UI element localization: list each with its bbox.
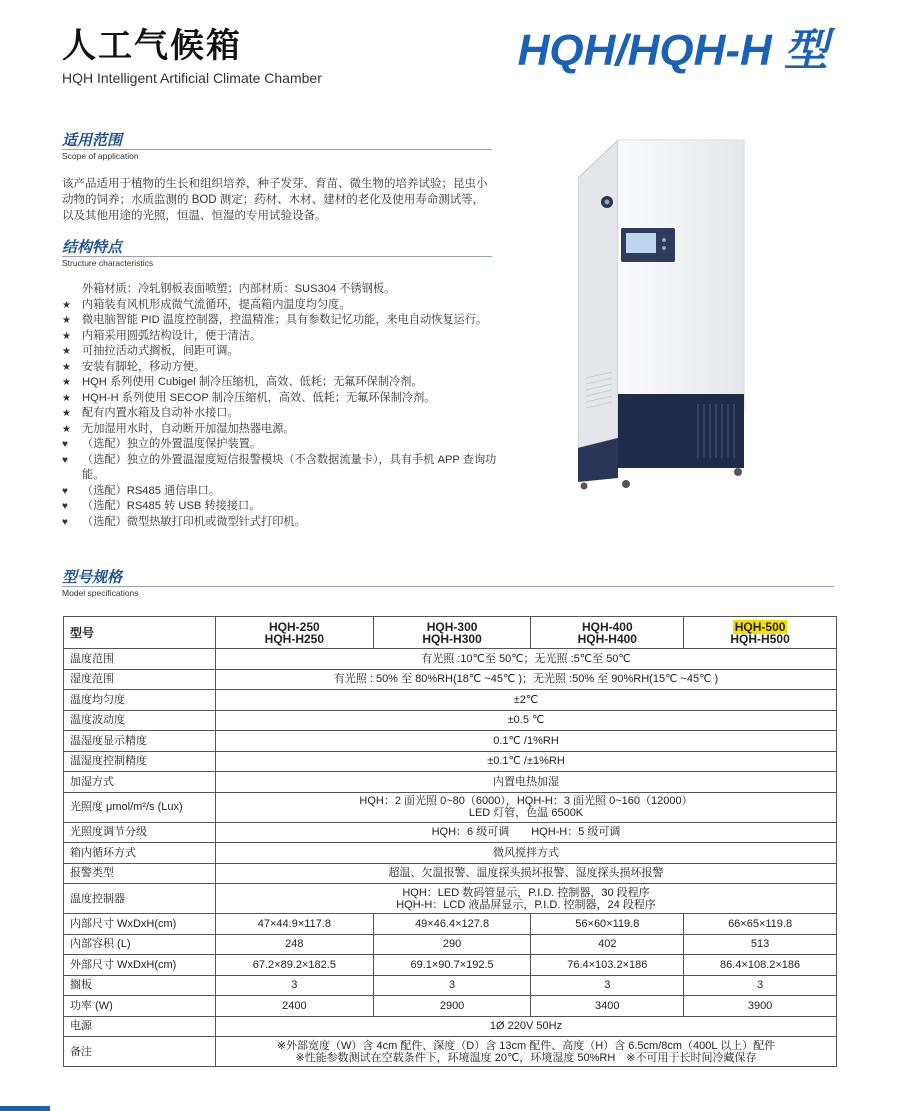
- feature-item: [62, 313, 502, 329]
- heart-icon: ♥: [62, 501, 68, 512]
- row-value: 有光照 :10℃至 50℃；无光照 :5℃至 50℃: [216, 649, 837, 670]
- structure-subheading: Structure characteristics: [62, 256, 492, 268]
- cell: 290: [373, 934, 531, 955]
- row-value: 有光照 : 50% 至 80%RH(18℃ ~45℃ )；无光照 :50% 至 90%RH(15℃ ~45℃ ): [216, 669, 837, 690]
- feature-item: [62, 282, 502, 298]
- star-icon: ★: [62, 408, 71, 419]
- table-row: [64, 649, 837, 670]
- table-row: [64, 772, 837, 793]
- cell: 69.1×90.7×192.5: [373, 955, 531, 976]
- feature-item: [62, 298, 502, 314]
- row-label: 温湿度显示精度: [64, 731, 216, 752]
- table-row: [64, 843, 837, 864]
- table-row: [64, 955, 837, 976]
- model-title: HQH/HQH-H 型: [517, 26, 828, 75]
- cell: 3900: [684, 996, 837, 1017]
- feature-item: [62, 344, 502, 360]
- row-value-line: HQH-H：LCD 液晶屏显示，P.I.D. 控制器，24 段程序: [396, 898, 656, 911]
- feature-item: [62, 484, 502, 500]
- feature-text: （选配）RS485 转 USB 转接接口。: [82, 500, 261, 512]
- specs-subheading: Model specifications: [62, 586, 834, 598]
- heart-icon: ♥: [62, 439, 68, 450]
- feature-item: [62, 329, 502, 345]
- feature-mark: [62, 282, 82, 298]
- model-name: HQH-300: [426, 619, 478, 634]
- row-value-line: LED 灯管，色温 6500K: [468, 807, 584, 819]
- feature-item: [62, 391, 502, 407]
- star-icon: ★: [62, 315, 71, 326]
- model-name: HQH-250: [269, 619, 320, 634]
- model-name: HQH-H300: [422, 631, 482, 646]
- feature-item: [62, 515, 502, 531]
- row-label: 备注: [64, 1037, 216, 1067]
- row-label: 温度范围: [64, 649, 216, 670]
- row-label: 温度波动度: [64, 710, 216, 731]
- row-value: [216, 884, 837, 914]
- spec-table: [63, 616, 837, 1067]
- heart-icon: ♥: [62, 454, 68, 466]
- row-value: ±2℃: [216, 690, 837, 711]
- cell: 76.4×103.2×186: [531, 955, 684, 976]
- feature-text: HQH 系列使用 Cubigel 制冷压缩机，高效、低耗；无氟环保制冷剂。: [82, 376, 423, 388]
- row-value-line: HQH：LED 数码管显示，P.I.D. 控制器，30 段程序: [402, 886, 650, 899]
- specs-heading: 型号规格: [62, 569, 123, 586]
- scope-text: 该产品适用于植物的生长和组织培养，种子发芽、育苗、微生物的培养试验；昆虫小动物的饲养；水质监测的 BOD 测定；药材、木材、建材的老化及使用寿命测试等，以及其他用途的光照，恒温、恒湿的专用试验设备。: [62, 178, 488, 222]
- row-label: 电源: [64, 1016, 216, 1037]
- row-label: 温湿度控制精度: [64, 751, 216, 772]
- table-row: [64, 975, 837, 996]
- structure-section-header: [62, 240, 492, 268]
- table-row: [64, 996, 837, 1017]
- feature-list: [62, 282, 502, 530]
- star-icon: ★: [62, 346, 71, 357]
- row-label: 箱内循环方式: [64, 843, 216, 864]
- row-value-line: HQH：2 面光照 0~80（6000），HQH-H：3 面光照 0~160（12000）: [359, 795, 693, 807]
- cell: 3: [373, 975, 531, 996]
- table-header-row: [64, 617, 837, 649]
- table-row: [64, 822, 837, 843]
- cell: 86.4×108.2×186: [684, 955, 837, 976]
- feature-item: [62, 406, 502, 422]
- feature-item: [62, 375, 502, 391]
- specs-section-header: [62, 570, 834, 598]
- feature-text: 微电脑智能 PID 温度控制器，控温精准；具有参数记忆功能，来电自动恢复运行。: [82, 314, 488, 326]
- cell: 56×60×119.8: [531, 914, 684, 935]
- model-col-3: [531, 617, 684, 649]
- star-icon: ★: [62, 377, 71, 388]
- feature-item: [62, 422, 502, 438]
- cell: 66×65×119.8: [684, 914, 837, 935]
- header-label: 型号: [64, 617, 216, 649]
- table-row: [64, 863, 837, 884]
- row-value: 1Ø 220V 50Hz: [216, 1016, 837, 1037]
- cell: 67.2×89.2×182.5: [216, 955, 374, 976]
- row-value: 超温、欠温报警、温度探头损坏报警、湿度探头损坏报警: [216, 863, 837, 884]
- table-row: [64, 914, 837, 935]
- feature-text: HQH-H 系列使用 SECOP 制冷压缩机，高效、低耗；无氟环保制冷剂。: [82, 391, 436, 404]
- cell: 47×44.9×117.8: [216, 914, 374, 935]
- row-value: ±0.5 ℃: [216, 710, 837, 731]
- feature-text: （选配）独立的外置温度保护装置。: [82, 438, 262, 450]
- row-label: 搁板: [64, 975, 216, 996]
- row-label: 内部容积 (L): [64, 934, 216, 955]
- cell: 248: [216, 934, 374, 955]
- table-row: [64, 690, 837, 711]
- table-row: [64, 884, 837, 914]
- model-name-highlighted: HQH-500: [734, 619, 786, 634]
- scope-heading: 适用范围: [62, 132, 123, 149]
- model-name: HQH-400: [581, 619, 633, 634]
- row-value: 内置电热加湿: [216, 772, 837, 793]
- model-col-2: [373, 617, 531, 649]
- feature-text: 无加湿用水时，自动断开加湿加热器电源。: [82, 422, 295, 435]
- cell: 2400: [216, 996, 374, 1017]
- feature-text: （选配）微型热敏打印机或微型针式打印机。: [82, 515, 306, 528]
- row-label: 功率 (W): [64, 996, 216, 1017]
- climate-chamber-image: [578, 138, 748, 490]
- row-label: 外部尺寸 WxDxH(cm): [64, 955, 216, 976]
- row-value: [216, 792, 837, 822]
- cell: 513: [684, 934, 837, 955]
- cell: 3: [216, 975, 374, 996]
- row-label: 内部尺寸 WxDxH(cm): [64, 914, 216, 935]
- row-label: 光照度 μmol/m²/s (Lux): [64, 792, 216, 822]
- model-name: HQH-H250: [264, 631, 325, 646]
- feature-item: [62, 360, 502, 376]
- row-label: 温度均匀度: [64, 690, 216, 711]
- page-subtitle: HQH Intelligent Artificial Climate Chamber: [62, 70, 322, 86]
- model-col-4: [684, 617, 837, 649]
- row-label: 光照度调节分级: [64, 822, 216, 843]
- feature-text: 可抽拉活动式搁板，间距可调。: [82, 345, 239, 357]
- feature-item: [62, 499, 502, 515]
- feature-text: 内箱采用圆弧结构设计，便于清洁。: [82, 329, 262, 342]
- star-icon: ★: [62, 361, 71, 373]
- table-row: [64, 710, 837, 731]
- footer-accent-bar: [0, 1106, 50, 1111]
- table-row: [64, 1037, 837, 1067]
- cell: 3: [684, 975, 837, 996]
- row-value: 微风搅拌方式: [216, 843, 837, 864]
- table-row: [64, 669, 837, 690]
- row-label: 报警类型: [64, 863, 216, 884]
- row-value-line: ※性能参数测试在空载条件下，环境温度 20℃，环境湿度 50%RH ※不可用于长时间冷藏保存: [295, 1051, 757, 1064]
- table-row: [64, 1016, 837, 1037]
- table-row: [64, 792, 837, 822]
- cell: 3: [531, 975, 684, 996]
- row-label: 温度控制器: [64, 884, 216, 914]
- row-value: ±0.1℃ /±1%RH: [216, 751, 837, 772]
- table-row: [64, 751, 837, 772]
- cell: 2900: [373, 996, 531, 1017]
- star-icon: ★: [62, 299, 71, 311]
- feature-text: （选配）独立的外置温湿度短信报警模块（不含数据流量卡），具有手机 APP 查询功能。: [82, 453, 497, 481]
- heart-icon: ♥: [62, 485, 68, 497]
- cell: 402: [531, 934, 684, 955]
- table-row: [64, 934, 837, 955]
- feature-text: 配有内置水箱及自动补水接口。: [82, 407, 239, 419]
- feature-text: 外箱材质：冷轧钢板表面喷塑；内部材质：SUS304 不锈钢板。: [82, 283, 396, 295]
- row-label: 湿度范围: [64, 669, 216, 690]
- feature-text: 安装有脚轮，移动方便。: [82, 360, 206, 373]
- structure-heading: 结构特点: [62, 239, 123, 256]
- row-value: HQH：6 级可调 HQH-H：5 级可调: [216, 822, 837, 843]
- cell: 49×46.4×127.8: [373, 914, 531, 935]
- scope-subheading: Scope of application: [62, 149, 492, 161]
- heart-icon: ♥: [62, 516, 68, 528]
- row-label: 加湿方式: [64, 772, 216, 793]
- row-value-line: ※外部宽度（W）含 4cm 配件、深度（D）含 13cm 配件、高度（H）含 6.5cm/8cm（400L 以上）配件: [276, 1039, 776, 1052]
- row-value: [216, 1037, 837, 1067]
- row-value: 0.1℃ /1%RH: [216, 731, 837, 752]
- table-row: [64, 731, 837, 752]
- scope-section-header: [62, 133, 492, 161]
- model-col-1: [216, 617, 374, 649]
- feature-text: 内箱装有风机形成微气流循环，提高箱内温度均匀度。: [82, 298, 351, 311]
- cell: 3400: [531, 996, 684, 1017]
- star-icon: ★: [62, 392, 71, 404]
- page-title: 人工气候箱: [62, 27, 242, 65]
- star-icon: ★: [62, 330, 71, 342]
- feature-text: （选配）RS485 通信串口。: [82, 484, 221, 497]
- feature-item: [62, 437, 502, 453]
- feature-item: [62, 453, 502, 484]
- star-icon: ★: [62, 423, 71, 435]
- model-name: HQH-H500: [730, 631, 790, 646]
- model-name: HQH-H400: [577, 631, 637, 646]
